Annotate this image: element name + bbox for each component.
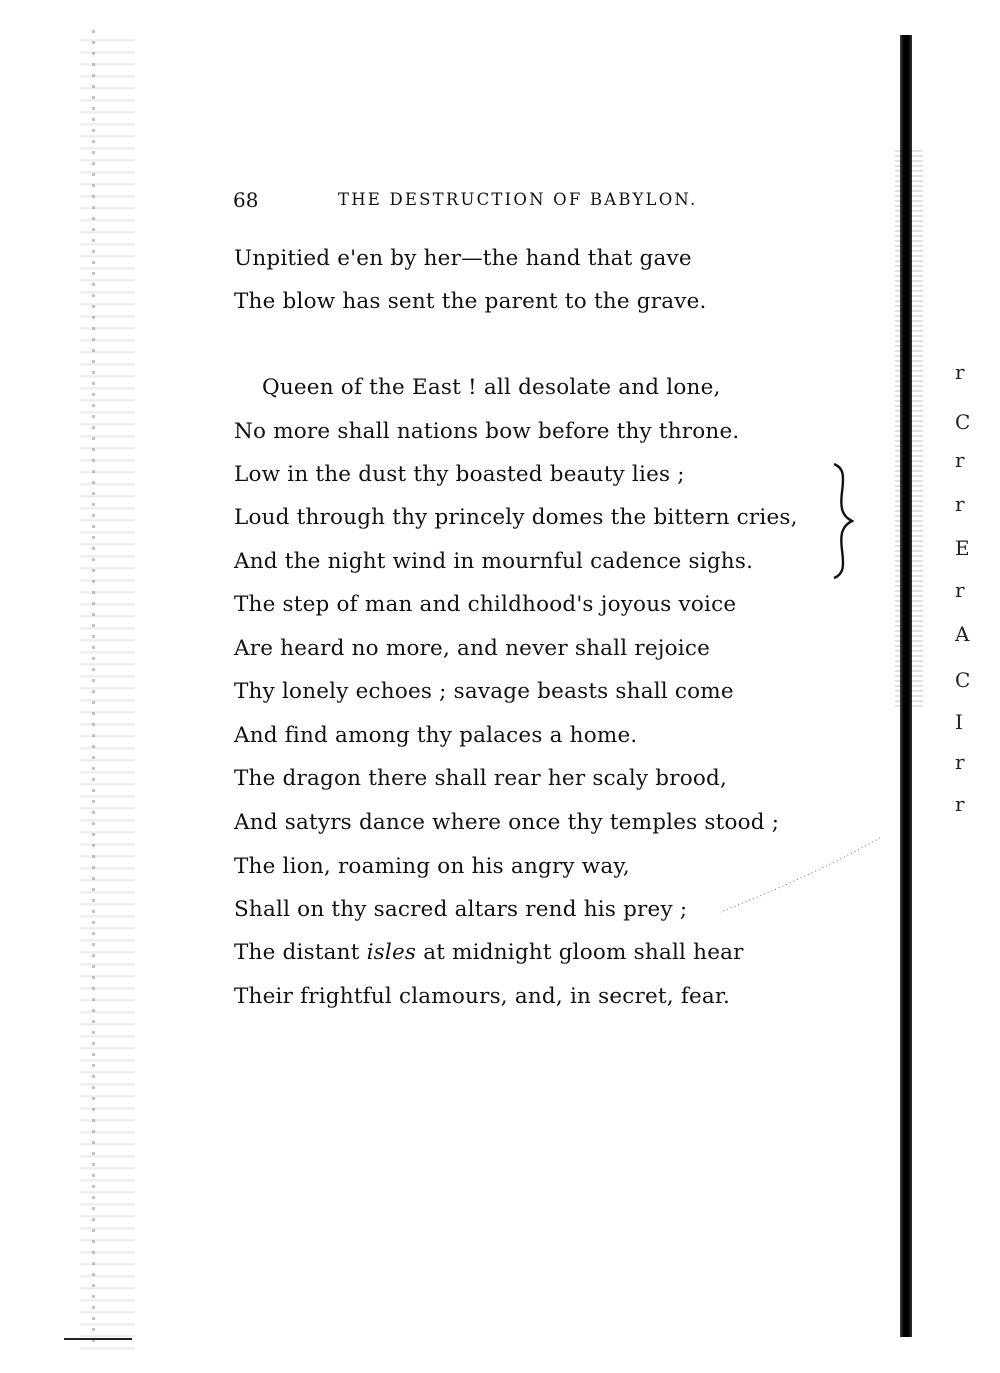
scan-edge-base — [64, 1338, 132, 1340]
bleed-letter: E — [955, 536, 970, 560]
facing-page-bleed — [955, 360, 985, 830]
verse-line: Low in the dust thy boasted beauty lies ; — [234, 462, 685, 487]
bleed-letter: r — [955, 750, 965, 774]
page-title: THE DESTRUCTION OF BABYLON. — [338, 190, 698, 209]
verse-line: Shall on thy sacred altars rend his prey ; — [234, 897, 688, 922]
ink-specks — [700, 830, 890, 940]
verse-line: Are heard no more, and never shall rejoice — [234, 636, 711, 661]
verse-text: The distant — [234, 940, 367, 965]
bleed-letter: C — [955, 668, 971, 692]
verse-line-final: Their frightful clamours, and, in secret, fear. — [234, 984, 731, 1009]
bleed-letter: r — [955, 792, 965, 816]
bleed-letter: r — [955, 448, 965, 472]
bleed-letter: r — [955, 578, 965, 602]
verse-line: The step of man and childhood's joyous voice — [234, 592, 737, 617]
page-number: 68 — [233, 188, 259, 212]
verse-line: The lion, roaming on his angry way, — [234, 854, 630, 879]
scan-edge-left — [80, 30, 135, 1350]
bleed-letter: r — [955, 360, 965, 384]
verse-line-isles — [234, 942, 744, 964]
running-head — [233, 188, 773, 214]
scan-edge-left-line — [92, 30, 95, 1350]
verse-text: at midnight gloom shall hear — [416, 940, 744, 965]
verse-line: No more shall nations bow before thy throne. — [234, 419, 740, 444]
verse-line: Thy lonely echoes ; savage beasts shall come — [234, 679, 734, 704]
verse-line: Queen of the East ! all desolate and lone, — [262, 375, 721, 400]
verse-line: Unpitied e'en by her—the hand that gave — [234, 246, 692, 271]
bleed-letter: C — [955, 410, 971, 434]
verse-line: The blow has sent the parent to the grave. — [234, 289, 707, 314]
verse-line: And satyrs dance where once thy temples stood ; — [234, 810, 780, 835]
bleed-letter: A — [955, 622, 970, 646]
verse-italic-word: isles — [366, 940, 417, 965]
gutter-texture — [895, 150, 923, 710]
verse-line: The dragon there shall rear her scaly brood, — [234, 766, 728, 791]
verse-line: Loud through thy princely domes the bittern cries, — [234, 505, 798, 530]
verse-line: And the night wind in mournful cadence sighs. — [234, 549, 754, 574]
triplet-brace — [830, 462, 860, 580]
verse-line: And find among thy palaces a home. — [234, 723, 638, 748]
bleed-letter: I — [955, 710, 963, 734]
bleed-letter: r — [955, 492, 965, 516]
